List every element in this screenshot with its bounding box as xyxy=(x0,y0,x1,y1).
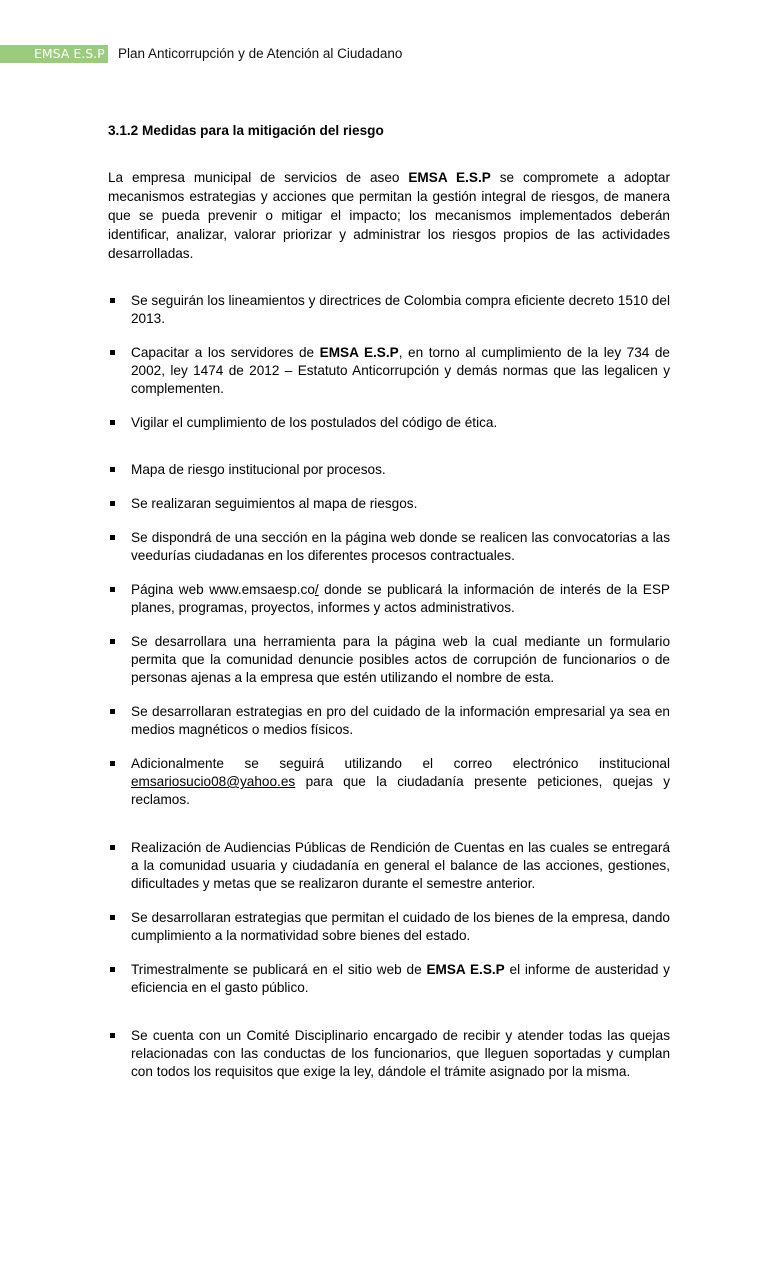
bullet-text: Página web www.emsaesp.co xyxy=(131,582,315,597)
header-title: Plan Anticorrupción y de Atención al Ciudadano xyxy=(118,46,403,61)
measures-list xyxy=(108,292,670,1081)
bullet-text: Capacitar a los servidores de xyxy=(131,345,320,360)
bullet-text: Vigilar el cumplimiento de los postulados del código de ética. xyxy=(131,415,498,430)
section-title: 3.1.2 Medidas para la mitigación del riesgo xyxy=(108,123,384,138)
bullet-company: EMSA E.S.P xyxy=(319,345,399,360)
bullet-company: EMSA E.S.P xyxy=(426,962,505,977)
email-link[interactable]: emsariosucio08@yahoo.es xyxy=(131,774,296,789)
bullet-text: Se dispondrá de una sección en la página web donde se realicen las convocatorias a las veedurías ciudadanas en los diferentes procesos contractuales. xyxy=(131,530,670,563)
bullet-text: , en torno al cumplimiento de la ley 734 de 2002, ley 1474 de 2012 – Estatuto Anticorrupción y demás normas que las legalicen y complementen. xyxy=(131,345,670,396)
bullet-text: Se desarrollaran estrategias en pro del cuidado de la información empresarial ya sea en medios magnéticos o medios físicos. xyxy=(131,704,670,737)
list-item xyxy=(108,495,670,513)
list-item xyxy=(108,414,670,432)
list-item xyxy=(108,344,670,398)
bullet-text: Se cuenta con un Comité Disciplinario encargado de recibir y atender todas las quejas relacionadas con las conductas de los funcionarios, que lleguen soportadas y cumplan con todos los requisitos que exige la ley, dándole el trámite asignado por la misma. xyxy=(131,1028,670,1079)
list-item xyxy=(108,581,670,617)
list-item xyxy=(108,292,670,328)
intro-company: EMSA E.S.P xyxy=(408,170,491,185)
list-item xyxy=(108,961,670,997)
list-item xyxy=(108,839,670,893)
intro-text-2: se compromete a adoptar mecanismos estrategias y acciones que permitan la gestión integral de riesgos, de manera que se pueda prevenir o mitigar el impacto; los mecanismos implementados deberán identificar, analizar, valorar priorizar y administrar los riesgos propios de las actividades desarrolladas. xyxy=(108,170,670,261)
bullet-text: Se realizaran seguimientos al mapa de riesgos. xyxy=(131,496,418,511)
list-item xyxy=(108,755,670,809)
bullet-text: Se desarrollara una herramienta para la página web la cual mediante un formulario permita que la comunidad denuncie posibles actos de corrupción de funcionarios o de personas ajenas a la empresa que estén utilizando el nombre de esta. xyxy=(131,634,670,685)
list-item xyxy=(108,909,670,945)
bullet-text: Realización de Audiencias Públicas de Rendición de Cuentas en las cuales se entregará a la comunidad usuaria y ciudadanía en general el balance de las acciones, gestiones, dificultades y metas que se realizaron durante el semestre anterior. xyxy=(131,840,670,891)
bullet-text: Se desarrollaran estrategias que permitan el cuidado de los bienes de la empresa, dando cumplimiento a la normatividad sobre bienes del estado. xyxy=(131,910,670,943)
website-link[interactable]: / xyxy=(314,582,319,597)
bullet-text: para que la ciudadanía presente peticiones, quejas y reclamos. xyxy=(131,774,670,807)
intro-paragraph xyxy=(108,168,670,263)
bullet-text: donde se publicará la información de interés de la ESP planes, programas, proyectos, informes y actos administrativos. xyxy=(131,582,670,615)
bullet-text: el informe de austeridad y eficiencia en el gasto público. xyxy=(131,962,670,995)
list-item xyxy=(108,529,670,565)
header-badge: EMSA E.S.P xyxy=(0,45,108,63)
document-body xyxy=(108,122,670,1081)
list-item xyxy=(108,633,670,687)
list-item xyxy=(108,1027,670,1081)
bullet-text: Adicionalmente se seguirá utilizando el correo electrónico institucional xyxy=(131,756,670,771)
intro-text-1: La empresa municipal de servicios de aseo xyxy=(108,170,409,185)
bullet-text: Se seguirán los lineamientos y directrices de Colombia compra eficiente decreto 1510 del 2013. xyxy=(131,293,670,326)
bullet-text: Mapa de riesgo institucional por procesos. xyxy=(131,462,386,477)
list-item xyxy=(108,703,670,739)
bullet-text: Trimestralmente se publicará en el sitio web de xyxy=(131,962,427,977)
page-header xyxy=(0,45,402,63)
list-item xyxy=(108,461,670,479)
